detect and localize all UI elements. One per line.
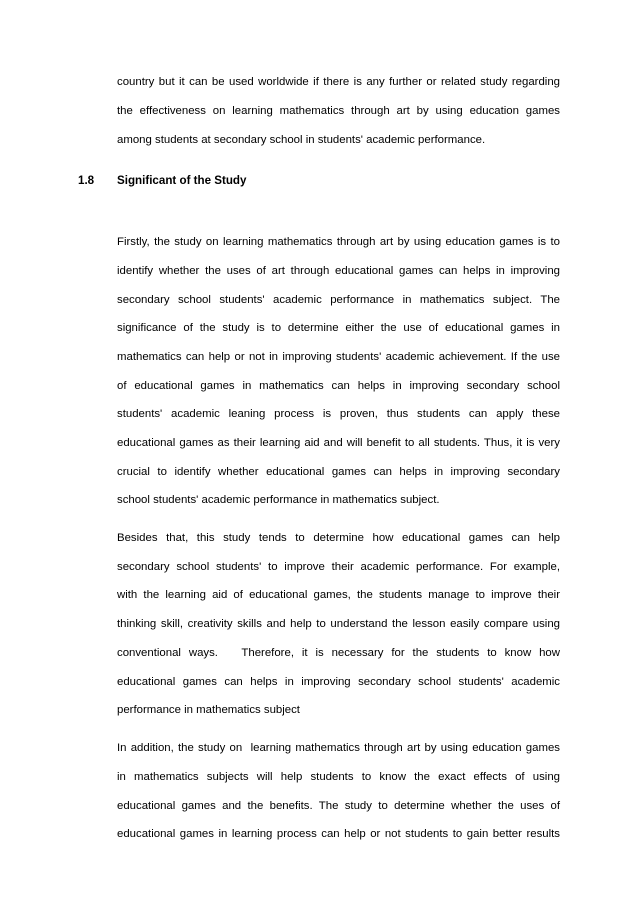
paragraph1-line-9: crucial to identify whether educational games can helps in improving secondary [117,466,560,478]
paragraph1-line-3: secondary school students' academic performance in mathematics subject. The [117,294,560,306]
paragraph3-line-1: In addition, the study on learning mathematics through art by using education games [117,742,560,754]
paragraph1-line-2: identify whether the uses of art through educational games can helps in improving [117,265,560,277]
paragraph1-line-5: mathematics can help or not in improving students' academic achievement. If the use [117,351,560,363]
paragraph2-line-1: Besides that, this study tends to determine how educational games can help [117,532,560,544]
paragraph2-line-3: with the learning aid of educational games, the students manage to improve their [117,589,560,601]
paragraph3-line-3: educational games and the benefits. The study to determine whether the uses of [117,800,560,812]
paragraph3-line-2: in mathematics subjects will help students to know the exact effects of using [117,771,560,783]
paragraph1-line-10: school students' academic performance in mathematics subject. [117,494,440,506]
paragraph1-line-8: educational games as their learning aid and will benefit to all students. Thus, it is very [117,437,560,449]
top-paragraph-line-3: among students at secondary school in students' academic performance. [117,134,486,146]
paragraph2-line-2: secondary school students' to improve their academic performance. For example, [117,561,560,573]
section-number: 1.8 [78,174,95,187]
top-paragraph-line-1: country but it can be used worldwide if there is any further or related study regarding [117,76,560,88]
paragraph3-line-4: educational games in learning process can help or not students to gain better results [117,828,560,840]
paragraph2-line-6: educational games can helps in improving secondary school students' academic [117,676,560,688]
paragraph1-line-4: significance of the study is to determine either the use of educational games in [117,322,560,334]
paragraph1-line-1: Firstly, the study on learning mathematics through art by using education games is to [117,236,560,248]
top-paragraph-line-2: the effectiveness on learning mathematics through art by using education games [117,105,560,117]
paragraph1-line-7: students' academic leaning process is proven, thus students can apply these [117,408,560,420]
paragraph2-line-4: thinking skill, creativity skills and help to understand the lesson easily compare using [117,618,560,630]
section-title: Significant of the Study [117,174,247,187]
paragraph1-line-6: of educational games in mathematics can helps in improving secondary school [117,380,560,392]
paragraph2-line-7: performance in mathematics subject [117,704,300,716]
paragraph2-line-5: conventional ways. Therefore, it is necessary for the students to know how [117,647,560,659]
